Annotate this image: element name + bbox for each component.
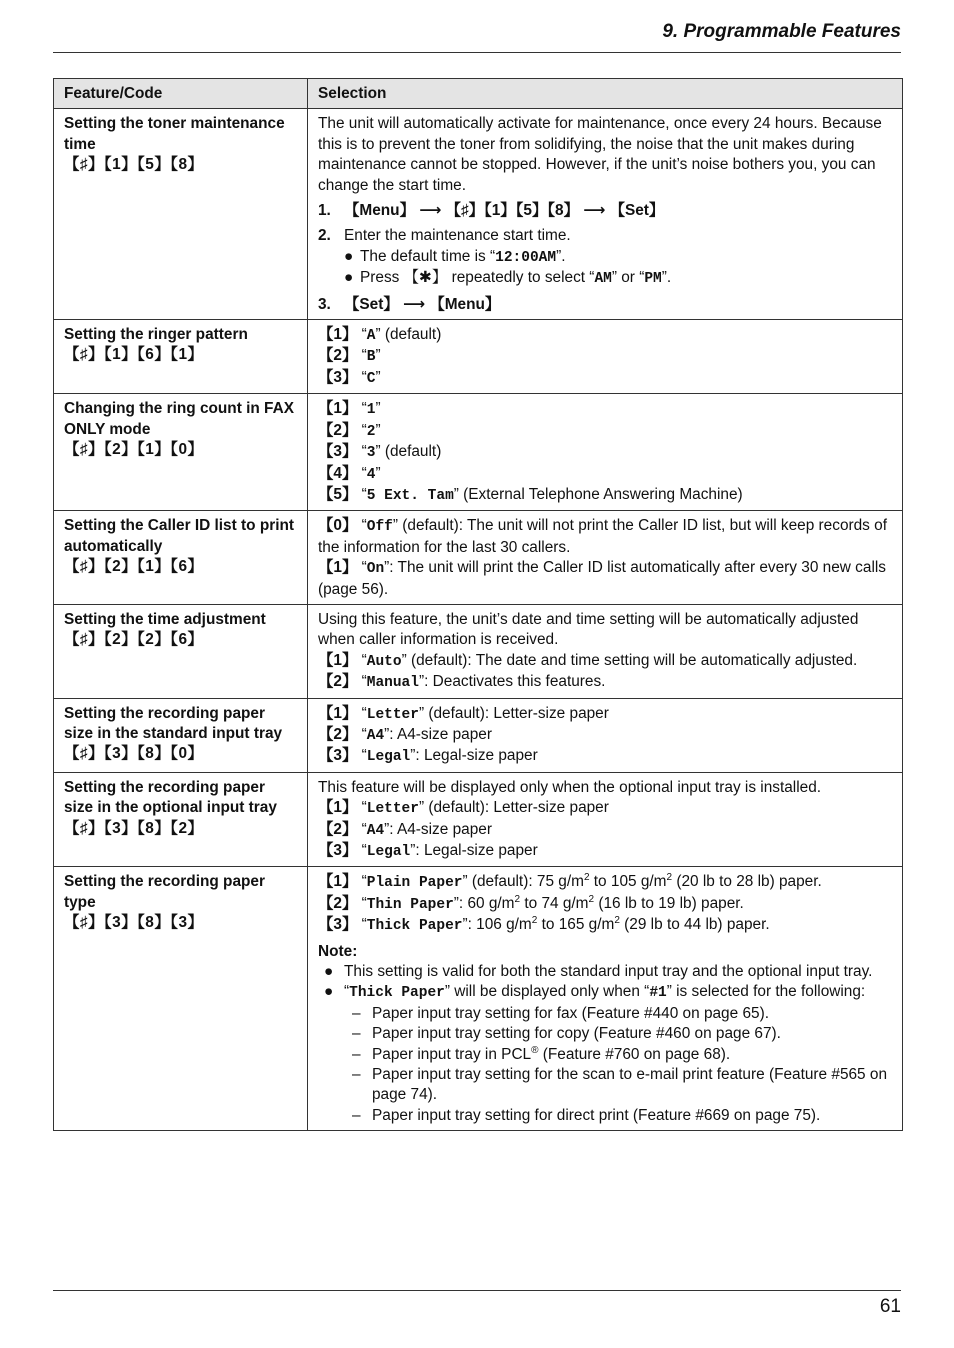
- option-line: 【1】 “Letter” (default): Letter-size paper: [318, 704, 609, 723]
- option-line: 【3】 “Legal”: Legal-size paper: [318, 747, 538, 766]
- option-line: 【2】 “2”: [318, 421, 381, 440]
- option-value: Thick Paper: [366, 918, 463, 935]
- feature-cell: [54, 604, 308, 698]
- option-line: 【1】 “On”: The unit will print the Caller ID list automatically after every 30 new calls (page 56).: [318, 559, 886, 598]
- feature-cell: [54, 320, 308, 394]
- display-value: 12:00AM: [495, 249, 557, 266]
- header-divider: [53, 52, 901, 53]
- bullet-text: The default time is “: [360, 247, 496, 265]
- option-line: 【0】 “Off” (default): The unit will not print the Caller ID list, but will keep records of the information for the last 30 callers.: [318, 517, 887, 556]
- option-key: 【3】: [318, 747, 358, 765]
- step-text: Enter the maintenance start time.: [344, 227, 571, 245]
- option-key: 【1】: [318, 326, 358, 344]
- feature-code: 【♯】【2】【1】【6】: [64, 558, 204, 576]
- option-value: Plain Paper: [366, 875, 463, 892]
- dash-item: [350, 1106, 892, 1126]
- feature-code: 【♯】【3】【8】【0】: [64, 745, 204, 763]
- option-value: Letter: [366, 706, 419, 723]
- dash-icon: –: [352, 1045, 361, 1063]
- option-line: 【1】 “Plain Paper” (default): 75 $g/m^2$ to 105 $g/m^2$ (20 lb to 28 lb) paper.: [318, 872, 822, 892]
- option-key: 【4】: [318, 464, 358, 482]
- step-number: 3.: [318, 295, 331, 313]
- feature-code: 【♯】【2】【1】【0】: [64, 441, 204, 459]
- display-value: PM: [644, 271, 662, 288]
- column-header-selection: Selection: [308, 79, 903, 109]
- option-desc: ”: A4-size paper: [384, 725, 492, 743]
- option-key: 【2】: [318, 421, 358, 439]
- option-value: C: [366, 370, 376, 387]
- dash-icon: –: [352, 1066, 361, 1084]
- table-row: [54, 320, 903, 394]
- note-label: Note:: [318, 942, 358, 960]
- option-key: 【5】: [318, 485, 358, 503]
- option-value: Auto: [366, 653, 402, 670]
- option-key: 【3】: [318, 916, 358, 934]
- option-desc: ”: 106 g/m: [462, 916, 532, 934]
- option-key: 【0】: [318, 517, 358, 535]
- display-value: AM: [594, 271, 612, 288]
- option-desc: ” (default): The unit will not print the Caller ID list, but will keep records of the information for the last 30 callers.: [318, 517, 887, 556]
- option-key: 【2】: [318, 894, 358, 912]
- option-line: 【2】 “B”: [318, 347, 381, 366]
- option-desc: to 105 g/m: [589, 873, 667, 891]
- table-row: [54, 604, 903, 698]
- option-line: 【2】 “Thin Paper”: 60 $g/m^2$ to 74 $g/m^2$ (16 lb to 19 lb) paper.: [318, 893, 744, 913]
- option-desc: ” (default): [375, 443, 442, 461]
- option-desc: (29 lb to 44 lb) paper.: [619, 916, 770, 934]
- option-key: 【3】: [318, 368, 358, 386]
- feature-name: Setting the recording paper size in the standard input tray: [64, 704, 283, 742]
- selection-intro: The unit will automatically activate for maintenance, once every 24 hours. Because this is to prevent the toner from solidifying, the noise that the unit makes during maintenance cannot be stopped. However, if the unit’s noise bothers you, you can change the start time.: [318, 115, 882, 194]
- selection-cell: [308, 698, 903, 772]
- option-value: B: [366, 349, 376, 366]
- note-text: ” is selected for the following:: [666, 983, 866, 1001]
- option-desc: ” (default): 75 g/m: [462, 873, 584, 891]
- column-header-feature: Feature/Code: [54, 79, 308, 109]
- table-row: [54, 109, 903, 320]
- option-value: On: [366, 561, 385, 578]
- dash-icon: –: [352, 1106, 361, 1124]
- option-key: 【1】: [318, 799, 358, 817]
- option-line: 【1】 “Auto” (default): The date and time setting will be automatically adjusted.: [318, 651, 858, 670]
- bullet-icon: ●: [324, 963, 334, 981]
- option-value: #1: [649, 985, 667, 1002]
- option-desc: ”: Deactivates this features.: [418, 673, 606, 691]
- bullet-icon: ●: [344, 269, 354, 287]
- option-key: 【3】: [318, 842, 358, 859]
- note-item: [324, 962, 892, 982]
- option-key: 【2】: [318, 725, 358, 743]
- option-value: Letter: [366, 801, 419, 818]
- option-line: 【2】 “Manual”: Deactivates this features.: [318, 673, 606, 692]
- feature-code: 【♯】【3】【8】【2】: [64, 819, 204, 837]
- option-value: Thick Paper: [349, 985, 445, 1002]
- dash-icon: –: [352, 1004, 361, 1022]
- option-desc: ”: 60 g/m: [453, 894, 515, 912]
- page-header-title: 9. Programmable Features: [662, 21, 901, 42]
- option-key: 【1】: [318, 400, 358, 418]
- dash-item: [350, 1004, 892, 1024]
- option-value: Off: [366, 519, 393, 536]
- option-line: 【3】 “3” (default): [318, 443, 442, 462]
- option-desc: ”: [375, 464, 381, 482]
- step-number: 2.: [318, 227, 331, 245]
- option-value: 4: [366, 466, 376, 483]
- option-desc: (20 lb to 28 lb) paper.: [672, 873, 822, 891]
- superscript: 2: [666, 872, 673, 884]
- option-key: 【3】: [318, 443, 358, 461]
- option-key: 【1】: [318, 559, 358, 577]
- option-desc: ”: A4-size paper: [384, 820, 492, 838]
- selection-cell: [308, 320, 903, 394]
- bullet-text: ” or “: [611, 269, 645, 287]
- dash-text: Paper input tray setting for direct print (Feature #669 on page 75).: [372, 1106, 821, 1124]
- option-desc: ”: [375, 347, 381, 365]
- bullet-item: [344, 268, 892, 289]
- option-value: Legal: [366, 844, 411, 860]
- dash-item: [350, 1024, 892, 1044]
- bullet-text: ”.: [556, 247, 566, 265]
- option-value: 3: [366, 445, 376, 462]
- option-value: 2: [366, 423, 376, 440]
- superscript: 2: [514, 893, 521, 905]
- option-desc: ” (default): Letter-size paper: [418, 799, 609, 817]
- selection-cell: [308, 394, 903, 511]
- table-row: [54, 698, 903, 772]
- feature-code: 【♯】【2】【2】【6】: [64, 631, 204, 649]
- option-value: Legal: [366, 749, 411, 766]
- note-text: ” will be displayed only when “: [444, 983, 650, 1001]
- option-key: 【1】: [318, 651, 358, 669]
- option-key: 【1】: [318, 704, 358, 722]
- option-line: 【5】 “5 Ext. Tam” (External Telephone Answering Machine): [318, 485, 743, 504]
- feature-name: Changing the ring count in FAX ONLY mode: [64, 400, 294, 438]
- feature-cell: [54, 109, 308, 320]
- table-header-row: [54, 79, 903, 109]
- option-line: 【1】 “1”: [318, 400, 381, 419]
- dash-text: Paper input tray in PCL: [372, 1045, 532, 1063]
- selection-cell: [308, 604, 903, 698]
- bullet-item: [344, 247, 892, 268]
- dash-text: (Feature #760 on page 68).: [538, 1045, 731, 1063]
- option-value: Thin Paper: [366, 896, 454, 913]
- feature-cell: [54, 394, 308, 511]
- feature-cell: [54, 511, 308, 605]
- option-line: 【2】 “A4”: A4-size paper: [318, 820, 492, 839]
- superscript: 2: [614, 915, 620, 927]
- bullet-text: ”.: [661, 269, 672, 287]
- dash-item: [350, 1065, 892, 1106]
- selection-intro: Using this feature, the unit’s date and time setting will be automatically adjusted when caller information is received.: [318, 610, 859, 649]
- option-value: A4: [366, 822, 385, 839]
- option-value: Manual: [366, 675, 419, 692]
- feature-code: 【♯】【1】【5】【8】: [64, 156, 204, 174]
- selection-cell: [308, 867, 903, 1131]
- feature-cell: [54, 867, 308, 1131]
- feature-name: Setting the ringer pattern: [64, 326, 248, 344]
- option-line: 【1】 “Letter” (default): Letter-size paper: [318, 799, 609, 818]
- option-line: 【3】 “Legal”: Legal-size paper: [318, 842, 538, 860]
- option-desc: to 165 g/m: [537, 916, 615, 934]
- feature-name: Setting the recording paper size in the optional input tray: [64, 778, 277, 817]
- dash-text: Paper input tray setting for fax (Feature #440 on page 65).: [372, 1004, 769, 1022]
- option-value: A4: [366, 727, 385, 744]
- feature-name: Setting the toner maintenance time: [64, 115, 285, 153]
- option-desc: ” (External Telephone Answering Machine): [453, 485, 743, 503]
- feature-code: 【♯】【3】【8】【3】: [64, 914, 204, 932]
- dash-text: Paper input tray setting for copy (Feature #460 on page 67).: [372, 1025, 781, 1043]
- registered-mark: ®: [531, 1044, 539, 1056]
- bullet-text: Press 【✱】 repeatedly to select “: [360, 269, 595, 287]
- option-value: 1: [366, 402, 376, 419]
- option-desc: ”: [375, 368, 381, 386]
- feature-name: Setting the Caller ID list to print automatically: [64, 517, 295, 555]
- table-row: [54, 394, 903, 511]
- option-desc: ”: The unit will print the Caller ID list automatically after every 30 new calls (page 56).: [318, 559, 886, 598]
- feature-name: Setting the time adjustment: [64, 610, 266, 628]
- dash-item: [350, 1045, 892, 1065]
- dash-icon: –: [352, 1025, 361, 1043]
- option-desc: ”: Legal-size paper: [410, 842, 538, 859]
- bullet-icon: ●: [344, 247, 354, 265]
- dash-text: Paper input tray setting for the scan to e-mail print feature (Feature #565 on page 74).: [372, 1066, 888, 1104]
- option-value: 5 Ext. Tam: [366, 487, 454, 504]
- superscript: 2: [588, 893, 595, 905]
- option-desc: ”: [375, 421, 381, 439]
- bullet-icon: ●: [324, 983, 334, 1001]
- step-text: 【Menu】 ⟶ 【♯】【1】【5】【8】 ⟶ 【Set】: [344, 202, 665, 220]
- table-row: [54, 772, 903, 867]
- step-2: [318, 226, 892, 246]
- option-desc: ”: [375, 400, 381, 418]
- option-key: 【2】: [318, 820, 358, 838]
- feature-cell: [54, 698, 308, 772]
- step-text: 【Set】 ⟶ 【Menu】: [344, 295, 501, 313]
- selection-intro: This feature will be displayed only when the optional input tray is installed.: [318, 778, 822, 796]
- note-item: ● “Thick Paper” will be displayed only when “#1” is selected for the following:: [324, 982, 892, 1003]
- note-text: This setting is valid for both the standard input tray and the optional input tray.: [344, 963, 873, 981]
- option-desc: ” (default): Letter-size paper: [418, 704, 609, 722]
- feature-cell: [54, 772, 308, 867]
- page-number: 61: [879, 1296, 901, 1317]
- table-row: [54, 511, 903, 605]
- feature-code: 【♯】【1】【6】【1】: [64, 346, 204, 364]
- option-line: 【1】 “A” (default): [318, 326, 442, 345]
- selection-cell: [308, 772, 903, 867]
- option-value: A: [366, 328, 376, 345]
- feature-name: Setting the recording paper type: [64, 873, 265, 911]
- option-line: 【3】 “C”: [318, 368, 381, 387]
- option-line: 【2】 “A4”: A4-size paper: [318, 725, 492, 744]
- option-line: 【4】 “4”: [318, 464, 381, 483]
- table-row: [54, 867, 903, 1131]
- option-key: 【2】: [318, 673, 358, 691]
- step-3: [318, 295, 892, 315]
- option-desc: to 74 g/m: [520, 894, 589, 912]
- option-key: 【2】: [318, 347, 358, 365]
- option-desc: ”: Legal-size paper: [410, 747, 538, 765]
- step-number: 1.: [318, 202, 331, 220]
- option-desc: (16 lb to 19 lb) paper.: [594, 894, 744, 912]
- option-desc: ” (default): The date and time setting will be automatically adjusted.: [401, 651, 858, 669]
- superscript: 2: [531, 915, 538, 927]
- option-key: 【1】: [318, 873, 358, 891]
- selection-cell: [308, 109, 903, 320]
- selection-cell: [308, 511, 903, 605]
- option-line: 【3】 “Thick Paper”: 106 $g/m^2$ to 165 $g/m^2$ (29 lb to 44 lb) paper.: [318, 915, 770, 935]
- superscript: 2: [583, 872, 590, 884]
- features-table: [53, 78, 903, 1131]
- option-desc: ” (default): [375, 326, 442, 344]
- footer-divider: [53, 1290, 901, 1291]
- step-1: [318, 201, 892, 221]
